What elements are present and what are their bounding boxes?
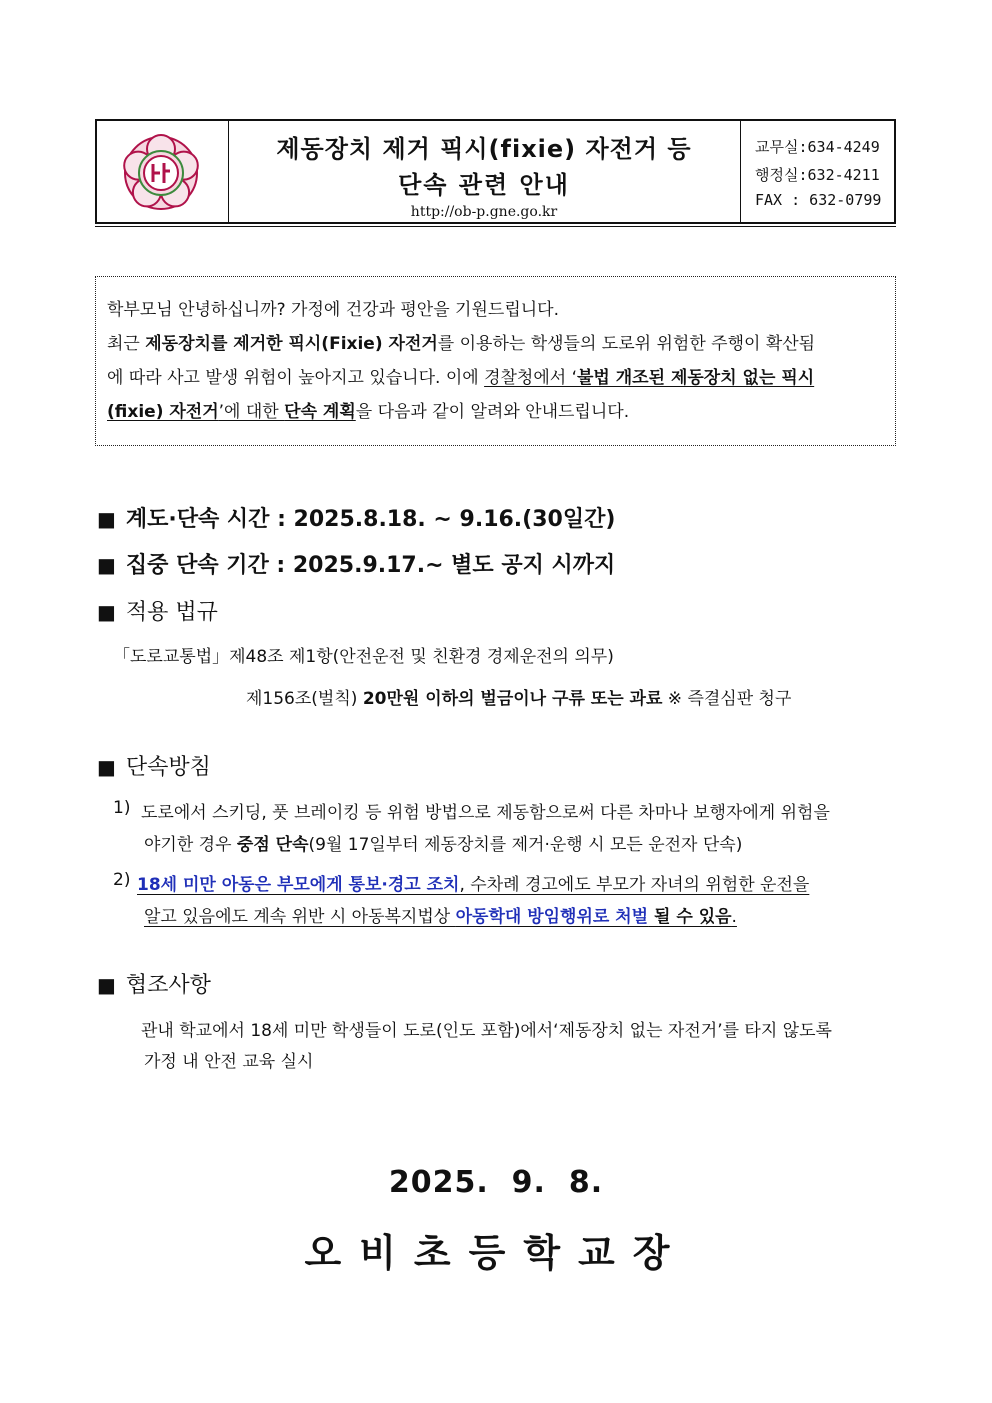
notice-emphasis: (fixie) 자전거 <box>107 402 219 422</box>
law-line: 「도로교통법」제48조 제1항(안전운전 및 친환경 경제운전의 의무) <box>113 647 614 667</box>
policy-highlight: 18세 미만 아동은 부모에게 통보·경고 조치 <box>137 875 460 895</box>
cooperation-line: 관내 학교에서 18세 미만 학생들이 도로(인도 포함)에서‘제동장치 없는 자전거’를 타지 않도록 <box>141 1021 832 1041</box>
policy-item-line <box>137 870 809 895</box>
notice-text: 을 다음과 같이 알려와 안내드립니다. <box>355 402 630 422</box>
notice-emphasis: 단속 계획 <box>284 402 356 422</box>
policy-item-number: 1) <box>113 798 131 818</box>
greeting-line: 학부모님 안녕하십니까? 가정에 건강과 평안을 기원드립니다. <box>107 300 559 320</box>
policy-item-line <box>144 902 737 927</box>
square-bullet-icon: ■ <box>97 600 116 624</box>
school-url: http://ob-p.gne.go.kr <box>410 204 558 220</box>
policy-item-line <box>144 830 742 855</box>
contact-office: 교무실:634-4249 <box>755 138 880 156</box>
notice-line <box>107 397 629 422</box>
notice-text: 최근 <box>107 334 146 354</box>
cooperation-heading <box>97 968 211 999</box>
policy-item-line: 도로에서 스키딩, 풋 브레이킹 등 위험 방법으로 제동함으로써 다른 차마나 보행자에게 위험을 <box>141 803 830 823</box>
header-table <box>95 119 896 224</box>
policy-text: , 수차례 경고에도 부모가 자녀의 위험한 운전을 <box>459 875 810 895</box>
policy-highlight: 아동학대 방임행위로 처벌 <box>455 907 649 927</box>
square-bullet-icon: ■ <box>97 973 116 997</box>
logo-cell <box>97 121 229 222</box>
notice-underlined: ’에 대한 <box>218 402 285 422</box>
school-emblem-icon <box>121 133 201 213</box>
focus-period-text: 집중 단속 기간 : 2025.9.17.~ 별도 공지 시까지 <box>125 553 616 578</box>
notice-underlined: 경찰청에서 ‘ <box>484 368 577 388</box>
penalty-text: 제156조(벌칙) <box>246 689 363 709</box>
penalty-text: ※ 즉결심판 청구 <box>662 689 792 709</box>
square-bullet-icon: ■ <box>97 507 116 531</box>
enforcement-period <box>97 502 615 533</box>
law-heading <box>97 595 218 626</box>
focus-period <box>97 548 615 579</box>
square-bullet-icon: ■ <box>97 755 116 779</box>
square-bullet-icon: ■ <box>97 553 116 577</box>
notice-emphasis: 불법 개조된 제동장치 없는 픽시 <box>577 368 815 388</box>
policy-emphasis: 중점 단속 <box>236 835 309 855</box>
policy-text: . <box>731 907 737 927</box>
policy-item-number: 2) <box>113 870 131 890</box>
policy-text: 알고 있음에도 계속 위반 시 아동복지법상 <box>144 907 456 927</box>
notice-text: 를 이용하는 학생들의 도로위 위험한 주행이 확산됨 <box>437 334 816 354</box>
penalty-emphasis: 20만원 이하의 벌금이나 구류 또는 과료 <box>362 689 663 709</box>
penalty-line <box>246 684 791 709</box>
header-double-rule <box>95 226 896 227</box>
document-date: 2025. 9. 8. <box>388 1165 604 1200</box>
policy-heading <box>97 750 211 781</box>
contact-fax: FAX : 632-0799 <box>755 191 882 209</box>
contact-cell <box>741 121 894 222</box>
policy-emphasis: 될 수 있음 <box>648 907 732 927</box>
policy-heading-text: 단속방침 <box>125 755 211 780</box>
enforcement-period-text: 계도·단속 시간 : 2025.8.18. ~ 9.16.(30일간) <box>125 507 616 532</box>
greeting-box <box>95 276 896 446</box>
notice-line <box>107 329 815 354</box>
notice-emphasis: 제동장치를 제거한 픽시(Fixie) 자전거 <box>145 334 438 354</box>
document-title-line2: 단속 관련 안내 <box>398 171 570 199</box>
notice-text: 에 따라 사고 발생 위험이 높아지고 있습니다. 이에 <box>107 368 485 388</box>
contact-admin: 행정실:632-4211 <box>755 166 880 184</box>
cooperation-line: 가정 내 안전 교육 실시 <box>144 1052 314 1072</box>
policy-text: (9월 17일부터 제동장치를 제거·운행 시 모든 운전자 단속) <box>308 835 743 855</box>
principal-signature: 오비초등학교장 <box>304 1231 688 1275</box>
policy-text: 야기한 경우 <box>144 835 237 855</box>
document-title-line1: 제동장치 제거 픽시(fixie) 자전거 등 <box>276 135 692 163</box>
law-heading-text: 적용 법규 <box>125 600 218 625</box>
notice-line <box>107 363 814 388</box>
cooperation-heading-text: 협조사항 <box>125 973 211 998</box>
title-cell <box>228 121 741 222</box>
